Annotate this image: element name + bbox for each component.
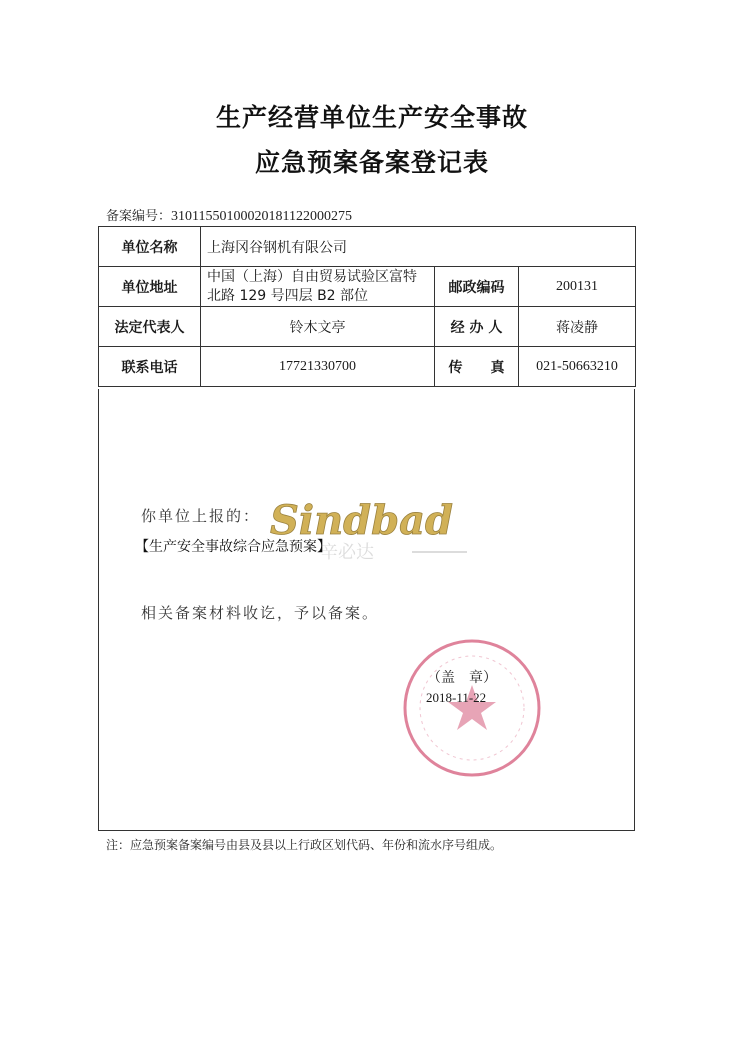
- footer-note: 注：应急预案备案编号由县及县以上行政区划代码、年份和流水序号组成。: [106, 838, 503, 852]
- fax-label: 传 真: [435, 347, 519, 387]
- legal-rep-value: 铃木文亭: [201, 307, 435, 347]
- table-row: [99, 267, 636, 307]
- unit-name-value: 上海冈谷钢机有限公司: [201, 227, 636, 267]
- postal-label: 邮政编码: [435, 267, 519, 307]
- handler-label: 经 办 人: [435, 307, 519, 347]
- phone-label: 联系电话: [99, 347, 201, 387]
- postal-value: 200131: [519, 267, 636, 307]
- address-line1: 中国（上海）自由贸易试验区富特: [207, 268, 417, 285]
- svg-text:辛必达: 辛必达: [320, 542, 374, 562]
- seal-label: （盖 章）: [427, 670, 497, 686]
- table-row: [99, 307, 636, 347]
- registration-number: [106, 205, 352, 225]
- plan-name: 【生产安全事故综合应急预案】: [135, 539, 331, 555]
- registration-value: 31011550100020181122000275: [171, 209, 352, 224]
- phone-value: 17721330700: [201, 347, 435, 387]
- legal-rep-label: 法定代表人: [99, 307, 201, 347]
- table-row: [99, 227, 636, 267]
- info-table: [98, 226, 636, 387]
- report-text: 你单位上报的：: [141, 507, 261, 525]
- document-title-line2: 应急预案备案登记表: [254, 148, 489, 177]
- handler-value: 蒋凌静: [519, 307, 636, 347]
- received-text: 相关备案材料收讫，予以备案。: [141, 604, 380, 622]
- table-row: [99, 347, 636, 387]
- svg-text:Sindbad: Sindbad: [270, 497, 453, 544]
- fax-value: 021-50663210: [519, 347, 636, 387]
- document-title-line1: 生产经营单位生产安全事故: [215, 103, 528, 132]
- seal-date: 2018-11-22: [426, 690, 487, 705]
- official-seal-stamp: [401, 637, 543, 779]
- unit-name-label: 单位名称: [99, 227, 201, 267]
- address-value: [201, 267, 435, 307]
- address-line2: 北路 129 号四层 B2 部位: [207, 287, 369, 304]
- address-label: 单位地址: [99, 267, 201, 307]
- registration-label: 备案编号：: [106, 209, 172, 224]
